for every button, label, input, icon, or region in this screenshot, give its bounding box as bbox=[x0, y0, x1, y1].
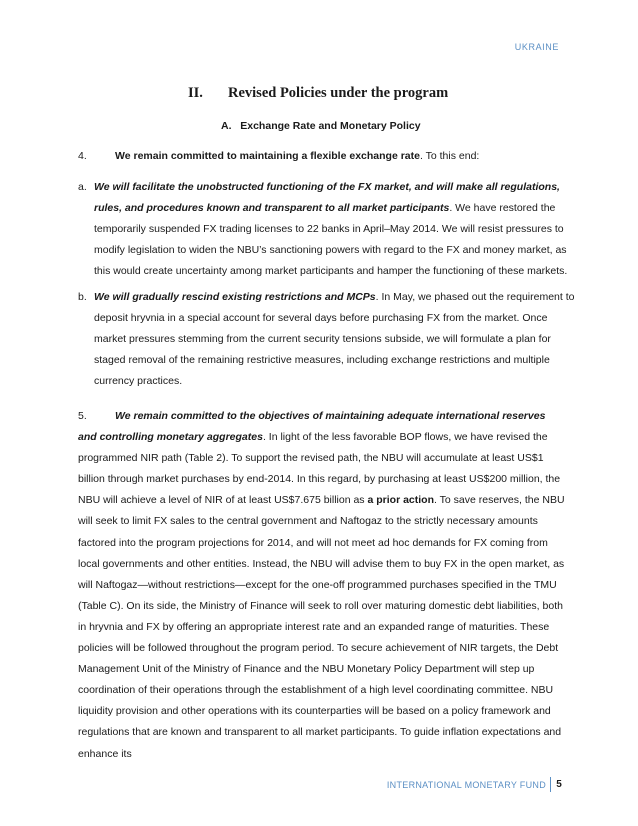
running-header-country: UKRAINE bbox=[514, 42, 559, 52]
paragraph-4-bold: We remain committed to maintaining a flexible exchange rate bbox=[115, 150, 420, 162]
paragraph-4 bbox=[78, 146, 566, 167]
paragraph-a-bold: We will facilitate the unobstructed functioning of the FX market, and will make all regulations, rules, and procedures known and transparent to all market participants bbox=[94, 181, 560, 215]
subsection-heading: A. Exchange Rate and Monetary Policy bbox=[221, 120, 421, 132]
paragraph-4-number: 4. bbox=[78, 150, 87, 162]
section-title: Revised Policies under the program bbox=[228, 85, 449, 101]
section-heading bbox=[188, 85, 448, 102]
section-number: II. bbox=[188, 85, 203, 101]
paragraph-4-text: . To this end: bbox=[419, 150, 480, 162]
paragraph-b-label: b. bbox=[78, 291, 87, 303]
paragraph-5-number: 5. bbox=[78, 410, 87, 422]
paragraph-a-text: . We have restored the temporarily suspended FX trading licenses to 22 banks in April–May 2014. We will resist pressures to modify legislation to widen the NBU’s sanctioning powers with regard to the FX and money market, as this would create uncertainty among market participants and hamper the functioning of these markets. bbox=[94, 202, 568, 278]
paragraph-5-text-2: . To save reserves, the NBU will seek to limit FX sales to the central government and Naftogaz to the strictly necessary amounts factored into the program projections for 2014, and will not meet ad hoc demands for FX coming from local governments and other entities. Instead, the NBU will advise them to buy FX in the open market, as will Naftogaz—without restrictions—except for the one-off programmed purchases specified in the TMU (Table C). On its side, the Ministry of Finance will seek to roll over maturing domestic debt liabilities, both in hryvnia and FX by offering an appropriate interest rate and an expanded range of maturities. These policies will be followed throughout the program period. To secure achievement of NIR targets, the Debt Management Unit of the Ministry of Finance and the NBU Monetary Policy Department will step up coordination of their operations through the establishment of a high level coordinating committee. NBU liquidity provision and other operations with its counterparties will be based on a policy framework and regulations that are known and transparent to all market participants. To guide inflation expectations and enhance its bbox=[78, 494, 565, 760]
paragraph-b-bold: We will gradually rescind existing restrictions and MCPs bbox=[94, 291, 376, 303]
paragraph-5-text-1: . In light of the less favorable BOP flows, we have revised the programmed NIR path (Table 2). To support the revised path, the NBU will accumulate at least US$1 billion through market purchases by end-2014. In this regard, by purchasing at least US$200 million, the NBU will achieve a level of NIR of at least US$7.675 billion as bbox=[78, 431, 561, 507]
paragraph-5-bold: We remain committed to the objectives of maintaining adequate international reserves and controlling monetary aggregates bbox=[78, 410, 546, 444]
paragraph-5 bbox=[78, 406, 566, 765]
page-number: 5 bbox=[550, 777, 567, 792]
paragraph-b bbox=[78, 287, 582, 392]
paragraph-a-label: a. bbox=[78, 181, 87, 193]
footer-organization: INTERNATIONAL MONETARY FUND bbox=[386, 780, 546, 790]
paragraph-a bbox=[78, 177, 582, 282]
paragraph-b-text: . In May, we phased out the requirement to deposit hryvnia in a special account for several days before purchasing FX from the market. Once market pressures stemming from the current security tensions subside, we will formulate a plan for staged removal of the remaining restrictive measures, including exchange restrictions and multiple currency practices. bbox=[94, 291, 575, 388]
paragraph-5-prior-action: a prior action bbox=[367, 494, 434, 507]
